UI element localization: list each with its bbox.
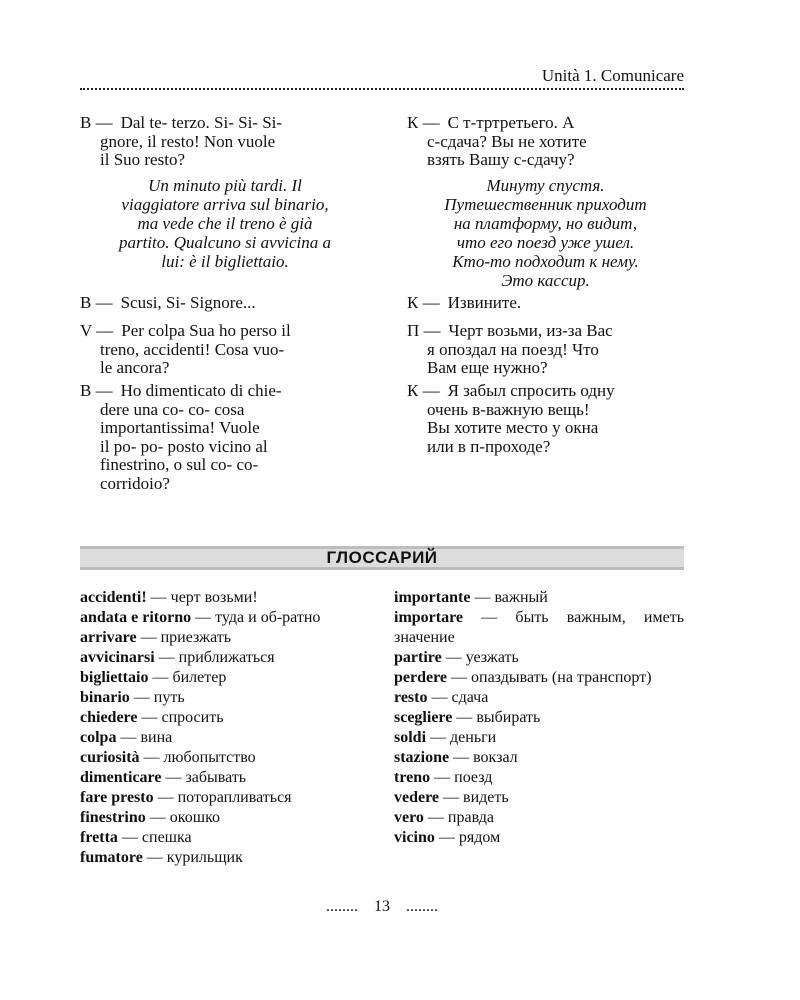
em-dash: — xyxy=(95,381,113,400)
glossary-header-bar xyxy=(80,546,684,570)
dialog-line xyxy=(407,419,684,438)
glossary-term: dimenticare xyxy=(80,769,162,786)
glossary-term: partire xyxy=(394,649,442,666)
glossary-entry xyxy=(80,848,372,868)
dialog-line-text: Черт возьми, из-за Вас xyxy=(448,321,613,340)
dialog-line-text: очень в-важную вещь! xyxy=(427,399,590,419)
em-dash: — xyxy=(95,293,113,312)
dialog-line xyxy=(80,114,370,133)
glossary-definition: видеть xyxy=(463,789,509,806)
glossary-left-column xyxy=(80,588,372,868)
dialog-line xyxy=(407,382,684,401)
footer-dots-left: ........ xyxy=(326,898,358,915)
glossary-definition: выбирать xyxy=(476,709,541,726)
dialog-line xyxy=(407,438,684,457)
dialog-line-text: Dal te- terzo. Si- Si- Si- xyxy=(120,113,283,132)
dialog-line-text: il po- po- posto vicino al xyxy=(100,436,268,456)
glossary-term: vero xyxy=(394,809,424,826)
glossary-definition: приезжать xyxy=(160,629,232,646)
speaker-letter: B xyxy=(80,293,92,312)
dialog-line xyxy=(407,322,684,341)
dialog-line-text: Я забыл спросить одну xyxy=(447,381,615,400)
glossary-definition: поезд xyxy=(454,769,493,786)
glossary-term: scegliere xyxy=(394,709,453,726)
glossary-entry xyxy=(80,628,372,648)
glossary-entry xyxy=(80,708,372,728)
stage-direction-line: viaggiatore arriva sul binario, xyxy=(121,195,329,214)
running-title: Unità 1. Comunicare xyxy=(541,66,684,85)
glossary-term: fretta xyxy=(80,829,118,846)
glossary-term: treno xyxy=(394,769,431,786)
dialog-line xyxy=(80,419,370,438)
dialog-turn xyxy=(407,382,684,456)
speaker-letter: К xyxy=(407,381,419,400)
dialog-turn xyxy=(407,322,684,378)
glossary-term: arrivare xyxy=(80,629,137,646)
glossary-term: colpa xyxy=(80,729,117,746)
em-dash: — xyxy=(157,789,174,806)
glossary-term: vedere xyxy=(394,789,440,806)
glossary-definition: спросить xyxy=(161,709,224,726)
glossary-entry xyxy=(80,788,372,808)
em-dash: — xyxy=(438,829,455,846)
dialog-line-text: il Suo resto? xyxy=(100,150,185,169)
glossary-definition: поторапливаться xyxy=(177,789,292,806)
dialog-line-text: finestrino, o sul co- co- xyxy=(100,455,259,474)
dialog-line-text: Per colpa Sua ho perso il xyxy=(121,321,291,340)
glossary-term: fare presto xyxy=(80,789,154,806)
stage-direction-line: Un minuto più tardi. Il xyxy=(148,176,302,195)
dialog-line xyxy=(80,475,370,494)
dialog-line xyxy=(80,294,370,313)
speaker-letter: К xyxy=(407,293,419,312)
glossary-entry xyxy=(80,748,372,768)
glossary-entry xyxy=(80,668,372,688)
dialog-turn xyxy=(407,114,684,170)
speaker-label xyxy=(80,294,117,313)
glossary-definition: путь xyxy=(153,689,185,706)
glossary-definition: приближаться xyxy=(178,649,275,666)
glossary-term: resto xyxy=(394,689,428,706)
em-dash: — xyxy=(422,381,440,400)
glossary-entry xyxy=(394,648,684,668)
glossary-definition: важный xyxy=(494,589,548,606)
dialog-line-text: Вы хотите место у окна xyxy=(427,418,599,437)
glossary-definition: туда и об-ратно xyxy=(215,609,321,626)
speaker-letter: B xyxy=(80,113,92,132)
stage-direction-line: partito. Qualcuno si avvicina a xyxy=(118,233,331,252)
glossary-definition: вокзал xyxy=(473,749,518,766)
page-footer xyxy=(80,898,684,916)
dialog-line-text: Извините. xyxy=(447,293,522,312)
dialog-line xyxy=(80,438,370,457)
glossary-entry xyxy=(80,588,372,608)
em-dash: — xyxy=(451,669,468,686)
glossary-definition: рядом xyxy=(458,829,501,846)
em-dash: — xyxy=(423,321,441,340)
glossary-entry xyxy=(394,708,684,728)
speaker-label xyxy=(80,114,117,133)
glossary-entry xyxy=(394,748,684,768)
dialog-line-text: я опоздал на поезд! Что xyxy=(427,339,599,359)
glossary-entry xyxy=(394,668,684,688)
em-dash: — xyxy=(453,749,470,766)
stage-direction-line: lui: è il bigliettaio. xyxy=(161,252,289,271)
glossary-definition: правда xyxy=(447,809,494,826)
dialog-turn xyxy=(407,294,684,313)
dialog-line xyxy=(80,133,370,152)
glossary-term: curiosità xyxy=(80,749,140,766)
glossary-title: ГЛОССАРИЙ xyxy=(326,548,438,567)
glossary-term: soldi xyxy=(394,729,427,746)
dialog-line xyxy=(80,456,370,475)
speaker-label xyxy=(407,322,445,341)
dialog-line xyxy=(80,382,370,401)
dialog-line xyxy=(407,114,684,133)
glossary-entry xyxy=(394,788,684,808)
em-dash: — xyxy=(422,113,440,132)
em-dash: — xyxy=(158,649,175,666)
stage-direction-line: Минуту спустя. xyxy=(486,176,605,195)
glossary-entry xyxy=(394,608,684,648)
glossary-definition: забывать xyxy=(185,769,247,786)
glossary-entry xyxy=(394,588,684,608)
dotted-header-rule xyxy=(80,88,684,90)
glossary-term: andata e ritorno xyxy=(80,609,192,626)
glossary-term: accidenti! xyxy=(80,589,147,606)
book-page xyxy=(80,0,684,1000)
em-dash: — xyxy=(165,769,182,786)
em-dash: — xyxy=(430,729,447,746)
dialog-line-text: С т-тртретьего. А xyxy=(447,113,575,132)
glossary-entry xyxy=(80,608,372,628)
speaker-letter: B xyxy=(80,381,92,400)
em-dash: — xyxy=(427,809,444,826)
page-number: 13 xyxy=(374,898,390,915)
glossary-definition: окошко xyxy=(169,809,221,826)
footer-dots-right: ........ xyxy=(406,898,438,915)
dialog-line xyxy=(80,341,370,360)
em-dash: — xyxy=(96,321,114,340)
glossary-definition: опаздывать (на транспорт) xyxy=(471,669,652,686)
glossary-term: importare xyxy=(394,609,464,626)
glossary-term: avvicinarsi xyxy=(80,649,155,666)
glossary-definition: курильщик xyxy=(166,849,243,866)
glossary-term: finestrino xyxy=(80,809,146,826)
dialog-line-text: Вам еще нужно? xyxy=(427,358,548,377)
em-dash: — xyxy=(146,849,163,866)
dialog-line-text: gnore, il resto! Non vuole xyxy=(100,131,276,151)
glossary-definition: сдача xyxy=(451,689,489,706)
speaker-letter: П xyxy=(407,321,420,340)
glossary-definition: деньги xyxy=(450,729,497,746)
glossary-entry xyxy=(80,808,372,828)
stage-direction-line: Путешественник приходит xyxy=(444,195,647,214)
dialog-line xyxy=(80,322,370,341)
glossary-entry xyxy=(394,728,684,748)
glossary-entry xyxy=(394,828,684,848)
dialog-line-text: dere una co- co- cosa xyxy=(100,399,245,419)
em-dash: — xyxy=(195,609,212,626)
dialog-turn xyxy=(80,382,370,493)
dialog-turn xyxy=(80,322,370,378)
em-dash: — xyxy=(474,589,491,606)
speaker-label xyxy=(407,114,444,133)
dialog-line-text: corridoio? xyxy=(100,473,170,493)
speaker-letter: V xyxy=(80,321,92,340)
dialog-line xyxy=(407,359,684,378)
glossary-definition: билетер xyxy=(172,669,227,686)
dialog-turn xyxy=(80,114,370,170)
glossary-term: binario xyxy=(80,689,130,706)
em-dash: — xyxy=(434,769,451,786)
glossary-term: chiedere xyxy=(80,709,138,726)
em-dash: — xyxy=(150,589,167,606)
stage-direction-line: ma vede che il treno è già xyxy=(137,214,313,233)
stage-direction-line: на платформу, но видит, xyxy=(453,214,638,233)
speaker-label xyxy=(80,382,117,401)
em-dash: — xyxy=(149,809,166,826)
dialog-line-text: importantissima! Vuole xyxy=(100,418,260,437)
stage-direction xyxy=(80,176,370,271)
em-dash: — xyxy=(121,829,138,846)
glossary-definition: черт возьми! xyxy=(170,589,258,606)
em-dash: — xyxy=(431,689,448,706)
dialog-line xyxy=(80,401,370,420)
glossary-term: fumatore xyxy=(80,849,143,866)
glossary-entry xyxy=(80,688,372,708)
dialog-line-text: le ancora? xyxy=(100,358,170,377)
dialog-line xyxy=(407,133,684,152)
glossary-definition: спешка xyxy=(141,829,192,846)
glossary-entry xyxy=(394,768,684,788)
em-dash: — xyxy=(152,669,169,686)
glossary-term: perdere xyxy=(394,669,448,686)
dialog-line-text: взять Вашу с-сдачу? xyxy=(427,150,575,169)
speaker-label xyxy=(80,322,117,341)
glossary-term: importante xyxy=(394,589,471,606)
em-dash: — xyxy=(422,293,440,312)
em-dash: — xyxy=(445,649,462,666)
em-dash: — xyxy=(456,709,473,726)
speaker-letter: К xyxy=(407,113,419,132)
glossary-definition: любопытство xyxy=(163,749,256,766)
glossary-entry xyxy=(394,688,684,708)
glossary-entry xyxy=(394,808,684,828)
glossary-entry xyxy=(80,768,372,788)
glossary-definition: быть важным, иметь значение xyxy=(394,609,685,646)
em-dash: — xyxy=(140,629,157,646)
dialog-line xyxy=(407,151,684,170)
glossary-entry xyxy=(80,728,372,748)
em-dash: — xyxy=(481,609,498,626)
dialog-line xyxy=(407,341,684,360)
dialog-line xyxy=(80,359,370,378)
stage-direction-line: Это кассир. xyxy=(501,271,590,290)
glossary-right-column xyxy=(394,588,684,848)
em-dash: — xyxy=(133,689,150,706)
stage-direction xyxy=(407,176,684,290)
glossary-term: vicino xyxy=(394,829,435,846)
dialog-line xyxy=(407,294,684,313)
glossary-term: bigliettaio xyxy=(80,669,149,686)
dialog-line-text: Ho dimenticato di chie- xyxy=(120,381,282,400)
glossary-definition: вина xyxy=(140,729,173,746)
stage-direction-line: что его поезд уже ушел. xyxy=(456,233,635,252)
dialog-line-text: treno, accidenti! Cosa vuo- xyxy=(100,339,285,359)
speaker-label xyxy=(407,382,444,401)
glossary-term: stazione xyxy=(394,749,450,766)
em-dash: — xyxy=(143,749,160,766)
dialog-line-text: или в п-проходе? xyxy=(427,436,551,456)
dialog-line-text: Scusi, Si- Signore... xyxy=(120,293,256,312)
em-dash: — xyxy=(120,729,137,746)
speaker-label xyxy=(407,294,444,313)
glossary-entry xyxy=(80,828,372,848)
em-dash: — xyxy=(443,789,460,806)
em-dash: — xyxy=(95,113,113,132)
em-dash: — xyxy=(141,709,158,726)
dialog-line xyxy=(80,151,370,170)
glossary-entry xyxy=(80,648,372,668)
dialog-line xyxy=(407,401,684,420)
stage-direction-line: Кто-то подходит к нему. xyxy=(452,252,639,271)
glossary-definition: уезжать xyxy=(465,649,519,666)
dialog-turn xyxy=(80,294,370,313)
dialog-line-text: с-сдача? Вы не хотите xyxy=(427,131,587,151)
